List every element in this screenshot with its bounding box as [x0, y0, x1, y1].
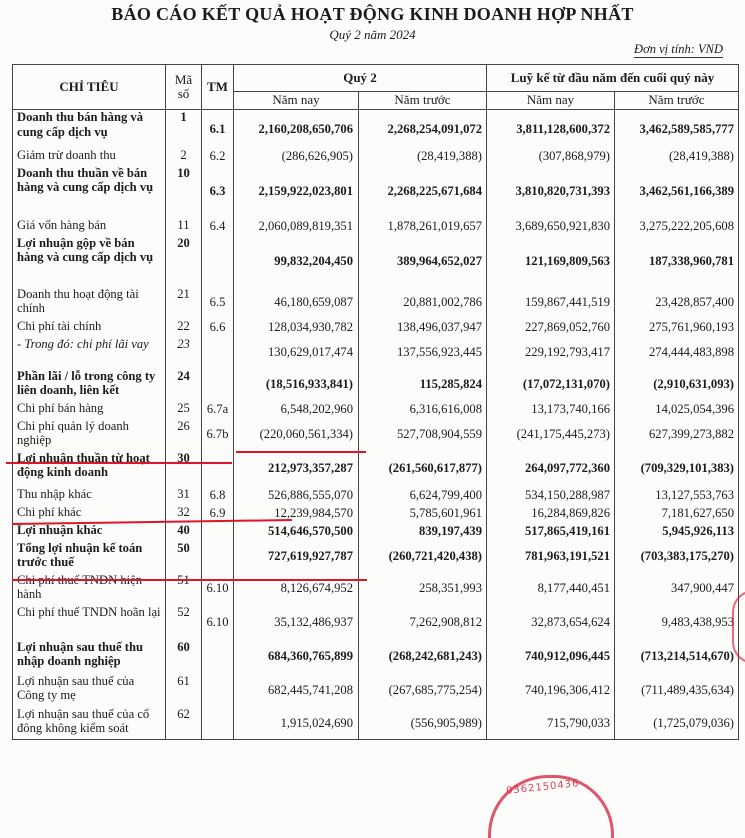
row-note: 6.6 [202, 319, 234, 337]
row-label: Tổng lợi nhuận kế toán trước thuế [13, 541, 166, 573]
row-note: 6.1 [202, 110, 234, 148]
value-q2-this-year: 12,239,984,570 [234, 505, 359, 523]
row-label: Chi phí thuế TNDN hoãn lại [13, 605, 166, 640]
value-q2-last-year: 6,624,799,400 [359, 487, 487, 505]
row-code: 2 [166, 148, 202, 166]
row-code: 24 [166, 369, 202, 401]
row-label: Chi phí tài chính [13, 319, 166, 337]
row-code: 20 [166, 236, 202, 287]
value-ytd-last-year: (703,383,175,270) [615, 541, 739, 573]
row-code: 32 [166, 505, 202, 523]
row-note: 6.8 [202, 487, 234, 505]
value-q2-this-year: 2,160,208,650,706 [234, 110, 359, 148]
value-q2-this-year: 727,619,927,787 [234, 541, 359, 573]
header-ytd-this-year: Năm nay [487, 92, 615, 110]
value-q2-this-year: 130,629,017,474 [234, 337, 359, 369]
row-code: 1 [166, 110, 202, 148]
table-row [13, 707, 739, 740]
value-ytd-last-year: (711,489,435,634) [615, 674, 739, 707]
row-note: 6.3 [202, 166, 234, 218]
value-ytd-last-year: 9,483,438,953 [615, 605, 739, 640]
value-ytd-this-year: 264,097,772,360 [487, 451, 615, 487]
row-note: 6.5 [202, 287, 234, 319]
row-code: 40 [166, 523, 202, 541]
table-row [13, 451, 739, 487]
header-ytd: Luỹ kế từ đầu năm đến cuối quý này [487, 65, 739, 92]
row-label: Chi phí thuế TNDN hiện hành [13, 573, 166, 605]
value-ytd-last-year: (28,419,388) [615, 148, 739, 166]
value-ytd-last-year: (1,725,079,036) [615, 707, 739, 740]
row-label: Chi phí khác [13, 505, 166, 523]
value-q2-last-year: (556,905,989) [359, 707, 487, 740]
header-q2-this-year: Năm nay [234, 92, 359, 110]
header-indicator: CHỈ TIÊU [13, 65, 166, 110]
value-ytd-this-year: (241,175,445,273) [487, 419, 615, 451]
row-note: 6.7b [202, 419, 234, 451]
income-statement-table [12, 64, 739, 740]
value-q2-last-year: 137,556,923,445 [359, 337, 487, 369]
value-ytd-last-year: 7,181,627,650 [615, 505, 739, 523]
value-q2-last-year: 1,878,261,019,657 [359, 218, 487, 236]
value-ytd-last-year: 627,399,273,882 [615, 419, 739, 451]
value-q2-last-year: 7,262,908,812 [359, 605, 487, 640]
row-code: 10 [166, 166, 202, 218]
table-row [13, 573, 739, 605]
value-q2-last-year: 2,268,225,671,684 [359, 166, 487, 218]
table-row [13, 523, 739, 541]
row-note [202, 674, 234, 707]
table-row [13, 218, 739, 236]
value-q2-this-year: (220,060,561,334) [234, 419, 359, 451]
row-code: 26 [166, 419, 202, 451]
row-label: Giá vốn hàng bán [13, 218, 166, 236]
table-row [13, 487, 739, 505]
table-row [13, 166, 739, 218]
row-note: 6.2 [202, 148, 234, 166]
value-ytd-last-year: 3,275,222,205,608 [615, 218, 739, 236]
value-ytd-last-year: (709,329,101,383) [615, 451, 739, 487]
value-q2-last-year: 2,268,254,091,072 [359, 110, 487, 148]
table-row [13, 541, 739, 573]
value-ytd-last-year: 3,462,561,166,389 [615, 166, 739, 218]
row-note: 6.7a [202, 401, 234, 419]
value-q2-last-year: (268,242,681,243) [359, 640, 487, 674]
value-ytd-last-year: 274,444,483,898 [615, 337, 739, 369]
header-q2: Quý 2 [234, 65, 487, 92]
value-q2-last-year: 389,964,652,027 [359, 236, 487, 287]
row-note: 6.10 [202, 573, 234, 605]
table-row [13, 401, 739, 419]
report-period: Quý 2 năm 2024 [329, 27, 416, 42]
value-q2-last-year: 20,881,002,786 [359, 287, 487, 319]
row-note [202, 523, 234, 541]
value-ytd-this-year: 517,865,419,161 [487, 523, 615, 541]
row-code: 60 [166, 640, 202, 674]
row-label: Lợi nhuận khác [13, 523, 166, 541]
value-q2-last-year: (261,560,617,877) [359, 451, 487, 487]
row-note: 6.10 [202, 605, 234, 640]
row-label: Phần lãi / lỗ trong công ty liên doanh, liên kết [13, 369, 166, 401]
value-q2-last-year: 839,197,439 [359, 523, 487, 541]
header-ytd-last-year: Năm trước [615, 92, 739, 110]
table-row [13, 287, 739, 319]
value-ytd-last-year: 275,761,960,193 [615, 319, 739, 337]
row-label: Giảm trừ doanh thu [13, 148, 166, 166]
value-q2-this-year: 99,832,204,450 [234, 236, 359, 287]
row-label: Thu nhập khác [13, 487, 166, 505]
value-q2-last-year: 527,708,904,559 [359, 419, 487, 451]
value-ytd-this-year: 121,169,809,563 [487, 236, 615, 287]
value-q2-this-year: 35,132,486,937 [234, 605, 359, 640]
row-code: 11 [166, 218, 202, 236]
value-q2-this-year: 1,915,024,690 [234, 707, 359, 740]
row-code: 61 [166, 674, 202, 707]
value-ytd-last-year: 23,428,857,400 [615, 287, 739, 319]
row-code: 21 [166, 287, 202, 319]
value-ytd-this-year: 32,873,654,624 [487, 605, 615, 640]
value-ytd-last-year: (2,910,631,093) [615, 369, 739, 401]
table-row [13, 419, 739, 451]
row-note [202, 451, 234, 487]
row-label: Chi phí quản lý doanh nghiệp [13, 419, 166, 451]
header-q2-last-year: Năm trước [359, 92, 487, 110]
row-code: 30 [166, 451, 202, 487]
value-q2-this-year: (286,626,905) [234, 148, 359, 166]
table-row [13, 319, 739, 337]
value-ytd-this-year: 3,811,128,600,372 [487, 110, 615, 148]
value-q2-this-year: 2,159,922,023,801 [234, 166, 359, 218]
value-q2-this-year: 46,180,659,087 [234, 287, 359, 319]
row-note [202, 640, 234, 674]
table-row [13, 236, 739, 287]
row-note [202, 369, 234, 401]
value-ytd-this-year: 715,790,033 [487, 707, 615, 740]
table-row [13, 640, 739, 674]
row-note [202, 707, 234, 740]
row-label: Lợi nhuận sau thuế của cổ đông không kiểm soát [13, 707, 166, 740]
row-note [202, 541, 234, 573]
value-q2-last-year: 5,785,601,961 [359, 505, 487, 523]
table-body [13, 110, 739, 740]
value-ytd-this-year: 8,177,440,451 [487, 573, 615, 605]
row-code: 25 [166, 401, 202, 419]
value-q2-last-year: 115,285,824 [359, 369, 487, 401]
row-note: 6.9 [202, 505, 234, 523]
value-q2-this-year: 2,060,089,819,351 [234, 218, 359, 236]
row-note: 6.4 [202, 218, 234, 236]
report-title: BÁO CÁO KẾT QUẢ HOẠT ĐỘNG KINH DOANH HỢP NHẤT [111, 4, 634, 24]
value-ytd-this-year: 3,810,820,731,393 [487, 166, 615, 218]
highlight-underline [236, 451, 366, 453]
row-label: Lợi nhuận thuần từ hoạt động kinh doanh [13, 451, 166, 487]
value-ytd-this-year: (17,072,131,070) [487, 369, 615, 401]
table-row [13, 369, 739, 401]
row-code: 23 [166, 337, 202, 369]
value-ytd-this-year: 740,912,096,445 [487, 640, 615, 674]
currency-unit: Đơn vị tính: VND [634, 42, 723, 56]
value-ytd-this-year: (307,868,979) [487, 148, 615, 166]
row-note [202, 236, 234, 287]
table-row [13, 110, 739, 148]
value-ytd-last-year: 13,127,553,763 [615, 487, 739, 505]
row-label: Doanh thu bán hàng và cung cấp dịch vụ [13, 110, 166, 148]
row-code: 31 [166, 487, 202, 505]
value-q2-last-year: (267,685,775,254) [359, 674, 487, 707]
value-q2-this-year: 128,034,930,782 [234, 319, 359, 337]
value-q2-this-year: 682,445,741,208 [234, 674, 359, 707]
table-row [13, 337, 739, 369]
table-row [13, 148, 739, 166]
table-row [13, 505, 739, 523]
value-q2-this-year: 8,126,674,952 [234, 573, 359, 605]
value-ytd-last-year: 14,025,054,396 [615, 401, 739, 419]
value-ytd-this-year: 3,689,650,921,830 [487, 218, 615, 236]
red-stamp-edge [732, 590, 745, 664]
value-ytd-this-year: 740,196,306,412 [487, 674, 615, 707]
value-q2-this-year: 526,886,555,070 [234, 487, 359, 505]
value-ytd-this-year: 13,173,740,166 [487, 401, 615, 419]
row-label: Lợi nhuận sau thuế của Công ty mẹ [13, 674, 166, 707]
value-ytd-last-year: 187,338,960,781 [615, 236, 739, 287]
value-ytd-this-year: 781,963,191,521 [487, 541, 615, 573]
table-row [13, 605, 739, 640]
row-label: Doanh thu hoạt động tài chính [13, 287, 166, 319]
value-ytd-last-year: 3,462,589,585,777 [615, 110, 739, 148]
highlight-underline [6, 462, 232, 464]
header-code: Mã số [166, 65, 202, 110]
value-ytd-this-year: 229,192,793,417 [487, 337, 615, 369]
value-ytd-last-year: 347,900,447 [615, 573, 739, 605]
value-ytd-this-year: 16,284,869,826 [487, 505, 615, 523]
highlight-underline [12, 579, 367, 581]
value-q2-this-year: 514,646,570,500 [234, 523, 359, 541]
value-q2-this-year: 6,548,202,960 [234, 401, 359, 419]
table-row [13, 674, 739, 707]
row-code: 50 [166, 541, 202, 573]
value-ytd-this-year: 159,867,441,519 [487, 287, 615, 319]
value-q2-last-year: 6,316,616,008 [359, 401, 487, 419]
value-q2-this-year: (18,516,933,841) [234, 369, 359, 401]
company-seal-number: 0362150436 [505, 778, 580, 797]
row-label: Chi phí bán hàng [13, 401, 166, 419]
value-q2-this-year: 684,360,765,899 [234, 640, 359, 674]
row-code: 52 [166, 605, 202, 640]
row-code: 51 [166, 573, 202, 605]
value-ytd-last-year: 5,945,926,113 [615, 523, 739, 541]
row-label: Lợi nhuận gộp về bán hàng và cung cấp dịch vụ [13, 236, 166, 287]
value-q2-last-year: (260,721,420,438) [359, 541, 487, 573]
value-q2-last-year: (28,419,388) [359, 148, 487, 166]
value-ytd-last-year: (713,214,514,670) [615, 640, 739, 674]
row-label: - Trong đó: chi phí lãi vay [13, 337, 166, 369]
row-label: Doanh thu thuần về bán hàng và cung cấp dịch vụ [13, 166, 166, 218]
value-q2-this-year: 212,973,357,287 [234, 451, 359, 487]
value-ytd-this-year: 227,869,052,760 [487, 319, 615, 337]
header-note: TM [202, 65, 234, 110]
row-label: Lợi nhuận sau thuế thu nhập doanh nghiệp [13, 640, 166, 674]
row-code: 62 [166, 707, 202, 740]
value-ytd-this-year: 534,150,288,987 [487, 487, 615, 505]
value-q2-last-year: 258,351,993 [359, 573, 487, 605]
row-code: 22 [166, 319, 202, 337]
value-q2-last-year: 138,496,037,947 [359, 319, 487, 337]
row-note [202, 337, 234, 369]
